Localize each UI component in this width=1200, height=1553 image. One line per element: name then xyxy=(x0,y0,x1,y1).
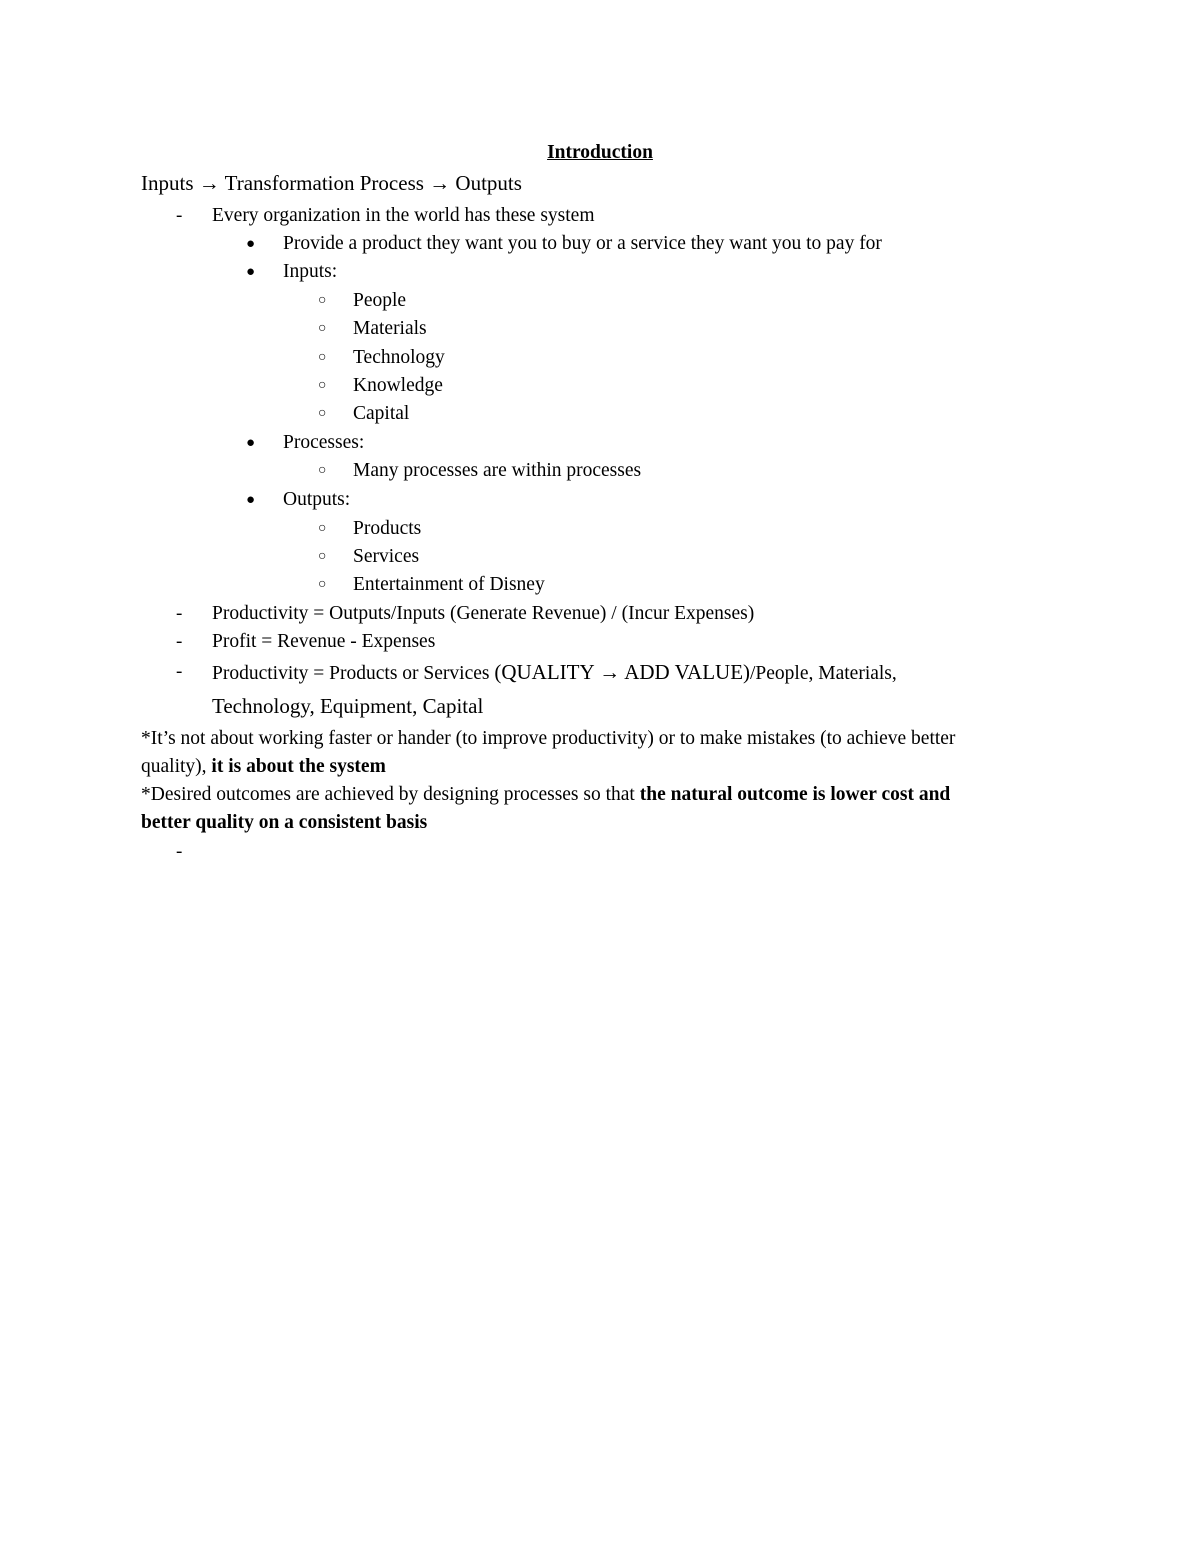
list-item-input: Materials xyxy=(353,318,427,339)
list-item-productivity-quality xyxy=(212,660,897,686)
productivity-quality-text: Productivity = Products or Services xyxy=(212,663,495,684)
list-item-profit-formula: Profit = Revenue - Expenses xyxy=(212,631,436,652)
list-item-output: Products xyxy=(353,518,422,539)
list-item-input: Knowledge xyxy=(353,375,443,396)
circle-marker: ○ xyxy=(318,321,327,336)
list-item-input: People xyxy=(353,290,407,311)
circle-marker: ○ xyxy=(318,577,327,592)
bullet-marker: ● xyxy=(246,492,256,508)
list-item-processes: Processes: xyxy=(283,432,365,453)
list-item-input: Technology xyxy=(353,347,445,368)
list-item-outputs: Outputs: xyxy=(283,489,351,510)
circle-marker: ○ xyxy=(318,378,327,393)
circle-marker: ○ xyxy=(318,549,327,564)
list-item-process: Many processes are within processes xyxy=(353,460,642,481)
dash-marker: - xyxy=(176,603,183,624)
note-system-text: quality), xyxy=(141,756,212,777)
list-item-inputs: Inputs: xyxy=(283,261,338,282)
list-item-provide: Provide a product they want you to buy or a service they want you to pay for xyxy=(283,233,882,254)
bullet-marker: ● xyxy=(246,236,256,252)
dash-marker-empty: - xyxy=(176,841,183,862)
note-system-bold: it is about the system xyxy=(211,756,386,777)
circle-marker: ○ xyxy=(318,463,327,478)
dash-marker: - xyxy=(176,631,183,652)
list-item-productivity-quality-continued: Technology, Equipment, Capital xyxy=(212,694,484,718)
list-item-output: Entertainment of Disney xyxy=(353,574,545,595)
note-outcomes-line2 xyxy=(141,811,427,835)
list-item-every-organization: Every organization in the world has these system xyxy=(212,205,595,226)
note-outcomes-bold: the natural outcome is lower cost and xyxy=(639,784,951,805)
note-system-line2 xyxy=(141,755,386,779)
list-item-input: Capital xyxy=(353,403,410,424)
quality-add-value-text: (QUALITY → ADD VALUE) xyxy=(494,660,751,684)
dash-marker: - xyxy=(176,205,183,226)
circle-marker: ○ xyxy=(318,406,327,421)
page-title: Introduction xyxy=(547,142,653,163)
note-system-line1: *It’s not about working faster or hander (to improve productivity) or to make mistakes (to achieve better xyxy=(141,728,956,749)
note-outcomes-bold-continued: better quality on a consistent basis xyxy=(141,812,428,833)
list-item-output: Services xyxy=(353,546,420,567)
bullet-marker: ● xyxy=(246,435,256,451)
list-item-productivity-formula: Productivity = Outputs/Inputs (Generate Revenue) / (Incur Expenses) xyxy=(212,603,755,624)
bullet-marker: ● xyxy=(246,264,256,280)
note-outcomes-text: *Desired outcomes are achieved by designing processes so that xyxy=(141,784,640,805)
circle-marker: ○ xyxy=(318,350,327,365)
circle-marker: ○ xyxy=(318,293,327,308)
note-outcomes-line1 xyxy=(141,783,950,807)
circle-marker: ○ xyxy=(318,521,327,536)
dash-marker: - xyxy=(176,661,183,682)
flow-heading: Inputs → Transformation Process → Outputs xyxy=(141,171,522,195)
productivity-quality-divisor: /People, Materials, xyxy=(750,663,897,684)
